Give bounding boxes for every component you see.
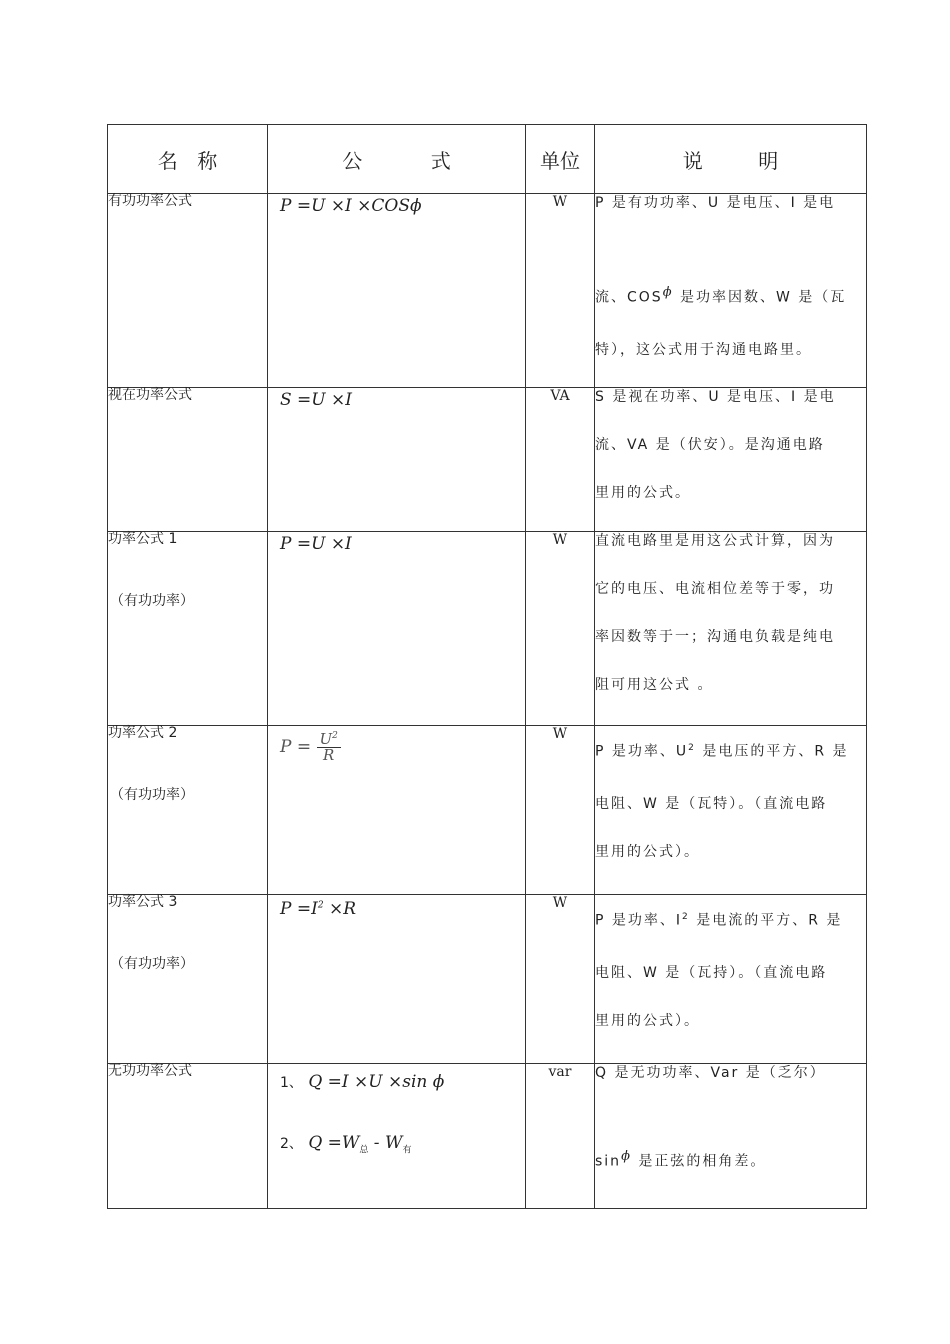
row-unit: VA [526, 388, 595, 532]
row-formula: 1、 Q =I ×U ×sin ϕ 2、 $Q =W_总 - W_有$ [268, 1064, 526, 1209]
row-formula: $P =I^2 \times R$ [268, 895, 526, 1064]
row-name: 功率公式 1 （有功功率） [108, 532, 268, 726]
row-desc: P 是功率、$U^2$ 是电压的平方、R 是 电阻、W 是（瓦特）。（直流电路 里用的公式）。 [595, 726, 867, 895]
header-unit: 单位 [526, 125, 595, 194]
row-unit: W [526, 532, 595, 726]
row-unit: var [526, 1064, 595, 1209]
table-row [108, 726, 867, 895]
row-desc: 直流电路里是用这公式计算，因为 它的电压、电流相位差等于零，功 率因数等于一；沟通电负载是纯电 阻可用这公式 。 [595, 532, 867, 726]
table-row [108, 532, 867, 726]
header-name: 名 称 [108, 125, 268, 194]
row-desc: Q 是无功功率、Var 是（乏尔） sinϕ 是正弦的相角差。 [595, 1064, 867, 1209]
header-row [108, 125, 867, 194]
row-name: 无功功率公式 [108, 1064, 268, 1209]
row-desc: P 是功率、$I^2$ 是电流的平方、R 是 电阻、W 是（瓦持）。（直流电路 里用的公式）。 [595, 895, 867, 1064]
table-row [108, 895, 867, 1064]
row-unit: W [526, 194, 595, 388]
row-name: 功率公式 3 （有功功率） [108, 895, 268, 1064]
row-formula [268, 726, 526, 895]
row-unit: W [526, 726, 595, 895]
row-desc: S 是视在功率、U 是电压、I 是电 流、VA 是（伏安）。是沟通电路 里用的公式。 [595, 388, 867, 532]
row-formula: P =U ×I ×COSϕ [268, 194, 526, 388]
table-row [108, 388, 867, 532]
table-row [108, 1064, 867, 1209]
row-formula: S =U ×I [268, 388, 526, 532]
row-name: 有功功率公式 [108, 194, 268, 388]
header-formula: 公 式 [268, 125, 526, 194]
row-desc: P 是有功功率、U 是电压、I 是电 流、COSϕ 是功率因数、W 是（瓦 特），这公式用于沟通电路里。 [595, 194, 867, 388]
power-formula-table [107, 124, 867, 1209]
header-desc: 说 明 [595, 125, 867, 194]
row-name: 功率公式 2 （有功功率） [108, 726, 268, 895]
table-row [108, 194, 867, 388]
row-formula: P =U ×I [268, 532, 526, 726]
row-name: 视在功率公式 [108, 388, 268, 532]
fraction-formula: P = $\frac{U^2}{R}$ [268, 726, 525, 763]
row-unit: W [526, 895, 595, 1064]
